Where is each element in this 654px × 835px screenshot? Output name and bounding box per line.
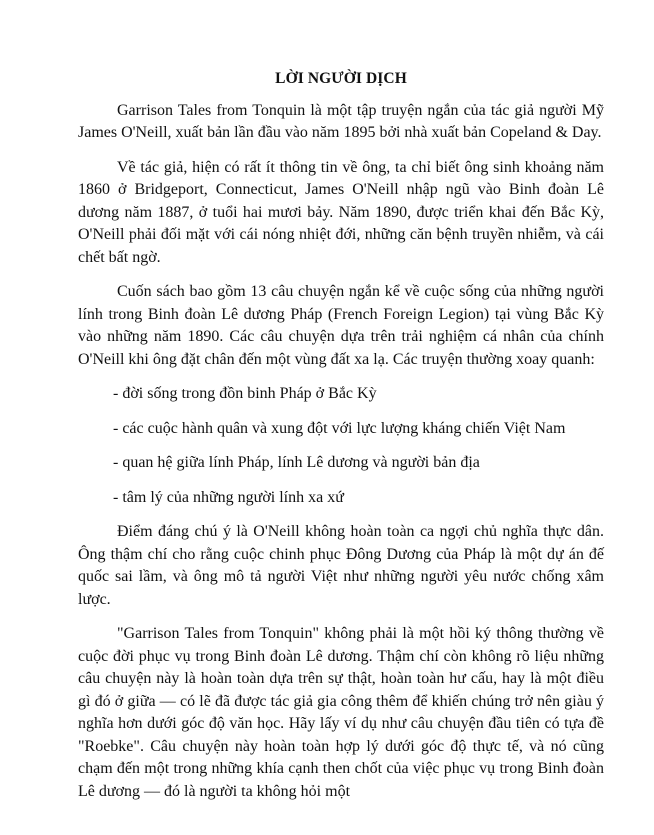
bullet-item: - đời sống trong đồn binh Pháp ở Bắc Kỳ <box>113 385 377 402</box>
document-page <box>78 68 604 815</box>
bullet-item: - các cuộc hành quân và xung đột với lực lượng kháng chiến Việt Nam <box>113 419 566 437</box>
page-title: LỜI NGƯỜI DỊCH <box>275 70 407 87</box>
memoir-paragraph: "Garrison Tales from Tonquin" không phải là một hồi ký thông thường về cuộc đời phục vụ trong Binh đoàn Lê dương. Thậm chí còn không rõ liệu những câu chuyện này là hoàn toàn dựa trên sự thật, hoàn toàn hư cấu, hay là một điều gì đó ở giữa — có lẽ đã được tác giả gia công thêm để khiến chúng trở nên giàu ý nghĩa hơn dưới góc độ văn học. Hãy lấy ví dụ như câu chuyện đầu tiên có tựa đề "Roebke". Câu chuyện này hoàn toàn hợp lý dưới góc độ thực tế, và nó cũng chạm đến một trong những khía cạnh then chốt của việc phục vụ trong Binh đoàn Lê dương — đó là người ta không hỏi một <box>78 625 604 800</box>
colonialism-paragraph: Điểm đáng chú ý là O'Neill không hoàn toàn ca ngợi chủ nghĩa thực dân. Ông thậm chí cho rằng cuộc chinh phục Đông Dương của Pháp là một dự án đế quốc sai lầm, và ông mô tả người Việt như những người yêu nước chống xâm lược. <box>78 523 604 608</box>
bullet-item: - quan hệ giữa lính Pháp, lính Lê dương và người bản địa <box>113 454 480 471</box>
author-paragraph: Về tác giả, hiện có rất ít thông tin về ông, ta chỉ biết ông sinh khoảng năm 1860 ở Bridgeport, Connecticut, James O'Neill nhập ngũ vào Binh đoàn Lê dương năm 1887, ở tuổi hai mươi bảy. Năm 1890, được triển khai đến Bắc Kỳ, O'Neill phải đối mặt với cái nóng nhiệt đới, những căn bệnh truyền nhiễm, và cái chết bất ngờ. <box>78 158 604 266</box>
intro-paragraph: Garrison Tales from Tonquin là một tập truyện ngắn của tác giả người Mỹ James O'Neill, xuất bản lần đầu vào năm 1895 bởi nhà xuất bản Copeland & Day. <box>78 101 604 141</box>
contents-paragraph: Cuốn sách bao gồm 13 câu chuyện ngắn kể về cuộc sống của những người lính trong Binh đoàn Lê dương Pháp (French Foreign Legion) tại vùng Bắc Kỳ vào những năm 1890. Các câu chuyện dựa trên trải nghiệm cá nhân của chính O'Neill khi ông đặt chân đến một vùng đất xa lạ. Các truyện thường xoay quanh: <box>78 283 604 368</box>
bullet-item: - tâm lý của những người lính xa xứ <box>113 488 344 506</box>
